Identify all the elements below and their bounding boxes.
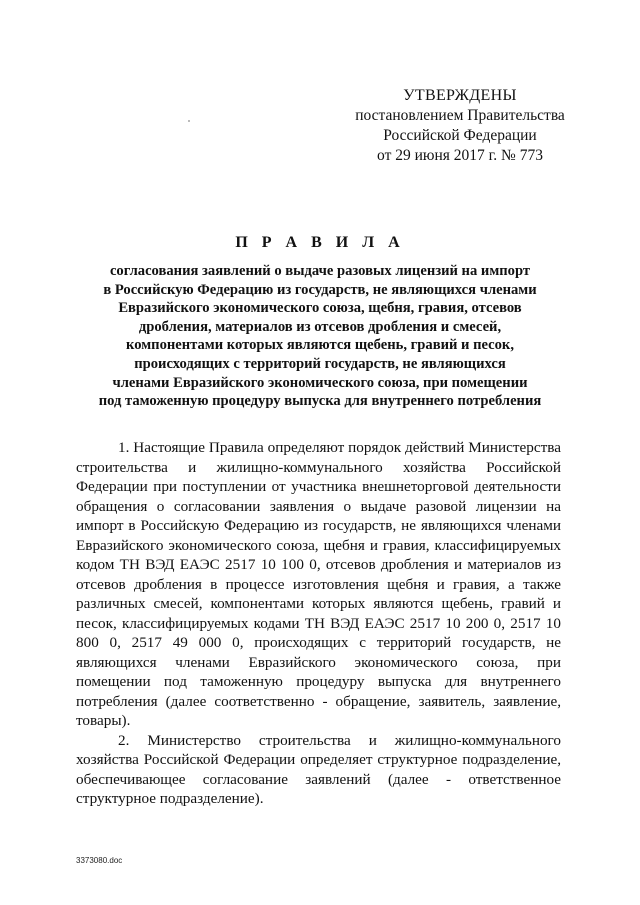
subtitle-line: дробления, материалов из отсевов дробления и смесей, [138, 318, 502, 335]
subtitle-line: Евразийского экономического союза, щебня, гравия, отсевов [118, 300, 522, 317]
subtitle-line: происходящих с территорий государств, не являющихся [134, 355, 506, 372]
document-body [76, 438, 561, 809]
subtitle-line: под таможенную процедуру выпуска для внутреннего потребления [98, 393, 542, 410]
paragraph-2: 2. Министерство строительства и жилищно-коммунального хозяйства Российской Федерации определяет структурное подразделение, обеспечивающее согласование заявлений (далее - ответственное структурное подразделение). [76, 731, 561, 807]
subtitle-line: в Российскую Федерацию из государств, не являющихся членами [103, 281, 537, 298]
paragraph-1: 1. Настоящие Правила определяют порядок действий Министерства строительства и жилищно-коммунального хозяйства Российской Федерации при поступлении от участника внешнеторговой деятельности обращения о согласовании заявления о выдаче разовой лицензии на импорт в Российскую Федерацию из государств, не являющихся членами Евразийского экономического союза, щебня и гравия, классифицируемых кодом ТН ВЭД ЕАЭС 2517 10 100 0, отсевов дробления и материалов из отсевов дробления в процессе изготовления щебня и гравия, а также различных смесей, компонентами которых являются щебень, гравий и песок, классифицируемых кодами ТН ВЭД ЕАЭС 2517 10 200 0, 2517 10 800 0, 2517 49 000 0, происходящих с территорий государств, не являющихся членами Евразийского экономического союза, при помещении под таможенную процедуру выпуска для внутреннего потребления (далее соответственно - обращение, заявитель, заявление, товары). [76, 439, 561, 729]
approval-heading: УТВЕРЖДЕНЫ [403, 87, 517, 104]
approval-line-date-number: от 29 июня 2017 г. № 773 [377, 147, 543, 164]
subtitle-line: компонентами которых являются щебень, гравий и песок, [125, 337, 514, 354]
file-name-footer: 3373080.doc [76, 856, 123, 865]
subtitle-line: членами Евразийского экономического союза, при помещении [112, 374, 528, 391]
subtitle-line: согласования заявлений о выдаче разовых лицензий на импорт [109, 263, 531, 279]
document-subtitle [66, 262, 574, 411]
approval-line-government: Российской Федерации [383, 127, 537, 144]
scan-speck [188, 120, 190, 122]
approval-line-resolution: постановлением Правительства [355, 107, 565, 124]
approval-block [350, 86, 570, 166]
document-title: П Р А В И Л А [235, 234, 405, 251]
